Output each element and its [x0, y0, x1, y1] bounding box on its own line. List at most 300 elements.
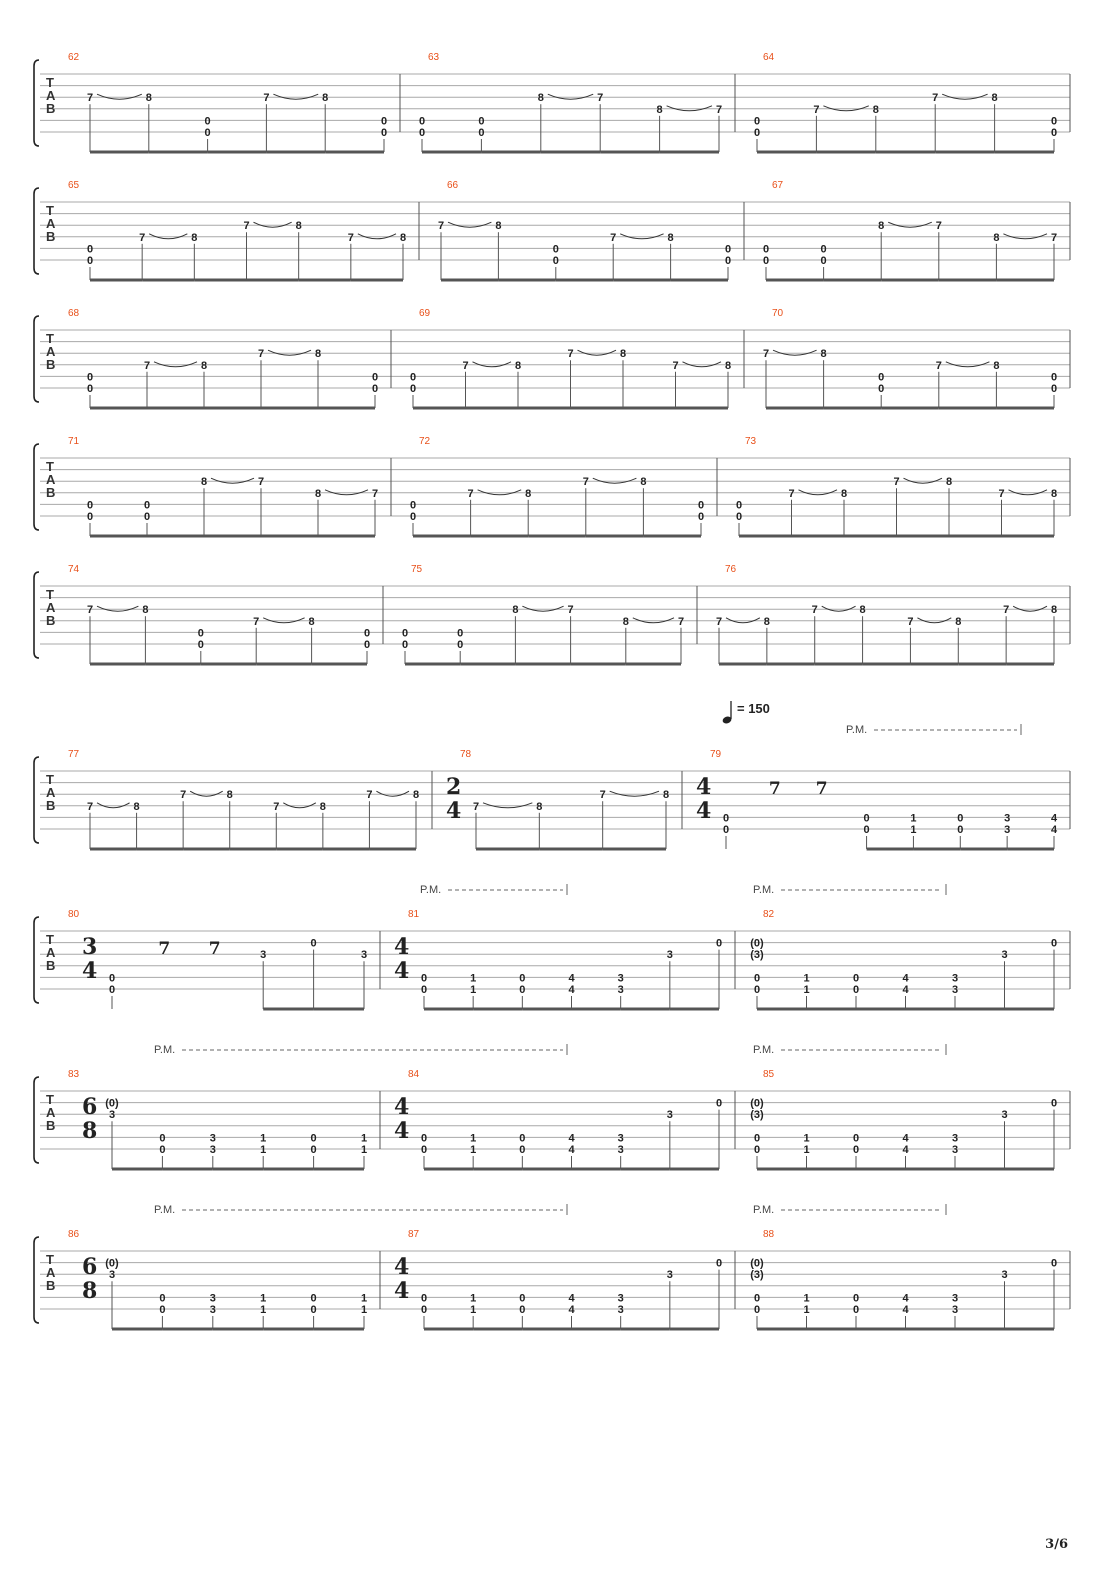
fret-number: 0 — [363, 639, 371, 651]
fret-number: 7 — [932, 92, 939, 105]
fret-number: 8 — [859, 604, 866, 617]
palm-mute-label: P.M. — [420, 884, 442, 896]
time-signature-top: 4 — [696, 774, 712, 800]
tab-clef-letter: A — [46, 472, 56, 487]
fret-number: (3) — [750, 1109, 764, 1122]
fret-number: 3 — [1004, 812, 1011, 825]
fret-number: (3) — [750, 1269, 764, 1282]
fret-number: 0 — [1050, 1097, 1058, 1110]
fret-number: 0 — [159, 1144, 166, 1156]
fret-number: 1 — [360, 1144, 368, 1156]
palm-mute-label: P.M. — [846, 724, 868, 736]
measure-number: 78 — [460, 749, 472, 760]
tab-clef-letter: B — [46, 958, 56, 973]
fret-number: 0 — [197, 627, 204, 640]
fret-number: 8 — [993, 231, 1000, 244]
fret-number: 8 — [763, 615, 770, 628]
fret-number: 8 — [322, 92, 329, 105]
system-bracket — [34, 917, 39, 1003]
fret-number: 1 — [470, 1292, 477, 1305]
fret-number: 0 — [409, 511, 417, 523]
fret-number: 7 — [677, 615, 685, 628]
fret-number: 0 — [852, 1144, 860, 1156]
time-signature-top: 3 — [82, 934, 98, 960]
tab-clef-letter: T — [46, 331, 54, 346]
fret-number: 0 — [820, 255, 827, 267]
fret-number: 8 — [537, 92, 544, 105]
measure-number: 80 — [68, 909, 80, 920]
fret-number: 0 — [310, 1304, 317, 1316]
fret-number: 3 — [1001, 949, 1008, 962]
fret-number: 0 — [863, 812, 870, 825]
fret-number: (0) — [105, 1097, 119, 1110]
fret-number: 8 — [191, 231, 198, 244]
measure-number: 64 — [763, 52, 775, 63]
fret-number: 1 — [470, 1304, 477, 1316]
fret-number: 0 — [420, 1292, 428, 1305]
fret-number: 0 — [401, 627, 409, 640]
fret-number: 0 — [878, 383, 885, 395]
fret-number: 8 — [512, 604, 519, 617]
fret-number: 1 — [803, 972, 810, 985]
tab-clef-letter: B — [46, 101, 56, 116]
fret-number: 7 — [257, 476, 265, 489]
system-bracket — [34, 757, 39, 843]
fret-number: 0 — [409, 371, 417, 384]
fret-number: 7 — [811, 604, 818, 617]
fret-number: 8 — [495, 220, 502, 233]
fret-number: 3 — [617, 1144, 624, 1156]
fret-number: 0 — [380, 115, 388, 128]
fret-number: 0 — [735, 511, 743, 523]
fret-number: 1 — [910, 824, 917, 836]
fret-number: 0 — [143, 499, 151, 512]
fret-number: 3 — [209, 1132, 216, 1145]
fret-number: 7 — [86, 604, 94, 617]
fret-number: 0 — [724, 255, 732, 267]
fret-number: 0 — [957, 812, 964, 825]
fret-number: 3 — [617, 984, 624, 996]
fret-number: 7 — [582, 476, 589, 489]
fret-number: 7 — [86, 800, 94, 813]
fret-number: 0 — [762, 255, 770, 267]
measure-number: 86 — [68, 1229, 80, 1240]
fret-number: 4 — [568, 972, 575, 985]
measure-number: 70 — [772, 308, 784, 319]
fret-number: 3 — [617, 1304, 624, 1316]
fret-number: 0 — [715, 1097, 723, 1110]
fret-number: 8 — [200, 476, 208, 489]
eighth-rest: 7 — [768, 779, 781, 799]
tab-clef-letter: T — [46, 203, 54, 218]
fret-number: 3 — [209, 1292, 216, 1305]
system-bracket — [34, 1077, 39, 1163]
fret-number: 0 — [401, 639, 409, 651]
fret-number: 1 — [470, 972, 477, 985]
fret-number: 4 — [902, 1292, 909, 1305]
time-signature-top: 2 — [446, 774, 462, 800]
fret-number: 7 — [893, 476, 900, 489]
fret-number: 3 — [951, 1292, 959, 1305]
fret-number: 1 — [910, 812, 917, 825]
fret-number: 1 — [803, 984, 810, 996]
fret-number: 7 — [1003, 604, 1010, 617]
fret-number: 7 — [467, 487, 474, 500]
fret-number: 7 — [143, 359, 151, 372]
fret-number: 3 — [617, 1132, 624, 1145]
measure-number: 85 — [763, 1069, 775, 1080]
fret-number: 3 — [617, 972, 624, 985]
fret-number: 0 — [310, 1292, 317, 1305]
tempo-label: = 150 — [737, 701, 770, 716]
fret-number: 8 — [667, 231, 674, 244]
fret-number: 0 — [753, 1132, 761, 1145]
measure-number: 63 — [428, 52, 440, 63]
fret-number: 8 — [945, 476, 953, 489]
fret-number: 7 — [86, 92, 94, 105]
measure-number: 62 — [68, 52, 80, 63]
tab-clef-letter: B — [46, 229, 56, 244]
fret-number: 8 — [319, 800, 326, 813]
fret-number: 0 — [697, 499, 705, 512]
fret-number: 8 — [133, 800, 140, 813]
fret-number: 0 — [86, 499, 94, 512]
fret-number: 7 — [273, 800, 280, 813]
tab-clef-letter: B — [46, 1118, 56, 1133]
fret-number: 4 — [568, 984, 575, 996]
fret-number: 8 — [1050, 487, 1058, 500]
measure-number: 74 — [68, 564, 80, 575]
time-signature-top: 4 — [394, 1254, 410, 1280]
fret-number: 7 — [907, 615, 914, 628]
fret-number: 1 — [803, 1144, 810, 1156]
fret-number: 0 — [852, 984, 860, 996]
fret-number: 0 — [852, 1132, 860, 1145]
system-bracket — [34, 444, 39, 530]
fret-number: 0 — [420, 1132, 428, 1145]
fret-number: 0 — [753, 1144, 761, 1156]
measure-number: 68 — [68, 308, 80, 319]
system-bracket — [34, 316, 39, 402]
fret-number: 0 — [552, 255, 559, 267]
fret-number: 0 — [418, 115, 426, 128]
fret-number: 7 — [599, 789, 606, 802]
measure-number: 71 — [68, 436, 80, 447]
measure-number: 66 — [447, 180, 459, 191]
fret-number: 0 — [722, 824, 730, 836]
fret-number: 7 — [715, 615, 723, 628]
time-signature-bottom: 4 — [394, 958, 410, 984]
fret-number: 0 — [371, 371, 379, 384]
fret-number: 7 — [263, 92, 270, 105]
measure-number: 76 — [725, 564, 737, 575]
fret-number: 7 — [1050, 231, 1058, 244]
fret-number: 4 — [902, 1144, 909, 1156]
fret-number: 8 — [724, 359, 732, 372]
time-signature-bottom: 4 — [446, 798, 462, 824]
tab-clef-letter: T — [46, 587, 54, 602]
fret-number: 8 — [991, 92, 998, 105]
fret-number: 8 — [314, 348, 322, 361]
fret-number: 3 — [1001, 1269, 1008, 1282]
fret-number: 7 — [597, 92, 604, 105]
fret-number: 8 — [536, 800, 543, 813]
fret-number: 0 — [310, 937, 317, 950]
fret-number: 7 — [347, 231, 354, 244]
fret-number: 1 — [470, 1132, 477, 1145]
fret-number: 7 — [813, 103, 820, 116]
fret-number: 1 — [470, 984, 477, 996]
fret-number: 0 — [418, 127, 426, 139]
fret-number: 0 — [852, 972, 860, 985]
fret-number: 0 — [86, 383, 94, 395]
fret-number: 4 — [902, 972, 909, 985]
fret-number: (0) — [750, 1097, 764, 1110]
fret-number: 0 — [852, 1304, 860, 1316]
system-bracket — [34, 188, 39, 274]
fret-number: 7 — [139, 231, 146, 244]
fret-number: 0 — [159, 1132, 166, 1145]
fret-number: 3 — [209, 1304, 216, 1316]
fret-number: 0 — [143, 511, 151, 523]
measure-number: 88 — [763, 1229, 775, 1240]
tab-clef-letter: A — [46, 1265, 56, 1280]
tab-clef-letter: A — [46, 88, 56, 103]
fret-number: 3 — [666, 1269, 673, 1282]
tab-clef-letter: A — [46, 945, 56, 960]
palm-mute-label: P.M. — [154, 1204, 176, 1216]
fret-number: 4 — [902, 1304, 909, 1316]
fret-number: 0 — [457, 639, 464, 651]
fret-number: 8 — [1050, 604, 1058, 617]
fret-number: 1 — [803, 1304, 810, 1316]
fret-number: 0 — [957, 824, 964, 836]
fret-number: 0 — [478, 127, 485, 139]
fret-number: 4 — [568, 1292, 575, 1305]
fret-number: 8 — [656, 103, 663, 116]
fret-number: 4 — [568, 1132, 575, 1145]
tab-clef-letter: B — [46, 485, 56, 500]
measure-number: 73 — [745, 436, 757, 447]
fret-number: 0 — [409, 383, 417, 395]
fret-number: 0 — [722, 812, 730, 825]
fret-number: 0 — [519, 1292, 526, 1305]
fret-number: 0 — [1050, 1257, 1058, 1270]
fret-number: 1 — [470, 1144, 477, 1156]
fret-number: 0 — [715, 1257, 723, 1270]
fret-number: 0 — [753, 127, 761, 139]
fret-number: 0 — [1050, 371, 1058, 384]
fret-number: 0 — [852, 1292, 860, 1305]
fret-number: 0 — [753, 115, 761, 128]
fret-number: 7 — [610, 231, 617, 244]
eighth-rest: 7 — [208, 939, 221, 959]
tab-clef-letter: B — [46, 613, 56, 628]
time-signature-top: 4 — [394, 934, 410, 960]
measure-number: 69 — [419, 308, 431, 319]
fret-number: 3 — [951, 1304, 959, 1316]
fret-number: 8 — [820, 348, 827, 361]
fret-number: 0 — [762, 243, 770, 256]
fret-number: 3 — [260, 949, 267, 962]
fret-number: 0 — [159, 1304, 166, 1316]
fret-number: 0 — [371, 383, 379, 395]
fret-number: 0 — [204, 127, 211, 139]
measure-number: 77 — [68, 749, 80, 760]
time-signature-top: 6 — [82, 1094, 98, 1120]
fret-number: 0 — [715, 937, 723, 950]
fret-number: 0 — [363, 627, 371, 640]
fret-number: 8 — [308, 615, 315, 628]
tab-clef-letter: A — [46, 785, 56, 800]
time-signature-bottom: 8 — [82, 1278, 98, 1304]
measure-number: 65 — [68, 180, 80, 191]
measure-number: 75 — [411, 564, 423, 575]
fret-number: 7 — [762, 348, 770, 361]
measure-number: 87 — [408, 1229, 420, 1240]
fret-number: 7 — [371, 487, 379, 500]
palm-mute-label: P.M. — [753, 1044, 775, 1056]
fret-number: 0 — [519, 1304, 526, 1316]
fret-number: 0 — [108, 984, 116, 996]
fret-number: 8 — [662, 789, 670, 802]
fret-number: 0 — [86, 255, 94, 267]
fret-number: 0 — [86, 243, 94, 256]
measure-number: 81 — [408, 909, 420, 920]
fret-number: 1 — [260, 1132, 267, 1145]
fret-number: 0 — [197, 639, 204, 651]
fret-number: 0 — [753, 1304, 761, 1316]
fret-number: 7 — [253, 615, 260, 628]
fret-number: 8 — [226, 789, 233, 802]
palm-mute-label: P.M. — [154, 1044, 176, 1056]
fret-number: 0 — [863, 824, 870, 836]
fret-number: 0 — [552, 243, 559, 256]
fret-number: 0 — [519, 1144, 526, 1156]
fret-number: 3 — [666, 949, 673, 962]
fret-number: 8 — [955, 615, 962, 628]
fret-number: 7 — [462, 359, 469, 372]
fret-number: 8 — [619, 348, 627, 361]
fret-number: 3 — [951, 1144, 959, 1156]
fret-number: 0 — [380, 127, 388, 139]
fret-number: 0 — [1050, 937, 1058, 950]
fret-number: 1 — [260, 1304, 267, 1316]
fret-number: 0 — [420, 1304, 428, 1316]
tab-clef-letter: T — [46, 772, 54, 787]
fret-number: 1 — [803, 1132, 810, 1145]
tab-clef-letter: T — [46, 459, 54, 474]
measure-number: 82 — [763, 909, 775, 920]
fret-number: 0 — [409, 499, 417, 512]
fret-number: 8 — [412, 789, 420, 802]
fret-number: 4 — [902, 984, 909, 996]
fret-number: 0 — [108, 972, 116, 985]
palm-mute-label: P.M. — [753, 884, 775, 896]
tab-clef-letter: A — [46, 344, 56, 359]
fret-number: 7 — [180, 789, 187, 802]
tab-clef-letter: T — [46, 75, 54, 90]
fret-number: 0 — [420, 984, 428, 996]
fret-number: 8 — [514, 359, 522, 372]
palm-mute-label: P.M. — [753, 1204, 775, 1216]
fret-number: 1 — [360, 1132, 368, 1145]
time-signature-top: 6 — [82, 1254, 98, 1280]
fret-number: 7 — [257, 348, 265, 361]
measure-number: 67 — [772, 180, 784, 191]
tab-clef-letter: B — [46, 357, 56, 372]
fret-number: 7 — [243, 220, 250, 233]
fret-number: 0 — [86, 371, 94, 384]
fret-number: 8 — [840, 487, 848, 500]
fret-number: 8 — [399, 231, 407, 244]
measure-number: 79 — [710, 749, 722, 760]
tab-clef-letter: A — [46, 600, 56, 615]
fret-number: (3) — [750, 949, 764, 962]
fret-number: 1 — [360, 1292, 368, 1305]
fret-number: 4 — [1050, 812, 1058, 825]
time-signature-bottom: 4 — [394, 1118, 410, 1144]
fret-number: 8 — [640, 476, 647, 489]
fret-number: 0 — [204, 115, 211, 128]
fret-number: 7 — [788, 487, 795, 500]
fret-number: 0 — [159, 1292, 166, 1305]
fret-number: 3 — [108, 1269, 116, 1282]
fret-number: 0 — [735, 499, 743, 512]
page-number: 3/6 — [1045, 1537, 1068, 1552]
measure-number: 84 — [408, 1069, 420, 1080]
time-signature-bottom: 4 — [82, 958, 98, 984]
fret-number: 0 — [457, 627, 464, 640]
fret-number: 0 — [478, 115, 485, 128]
fret-number: 0 — [420, 972, 428, 985]
fret-number: 0 — [310, 1144, 317, 1156]
tab-clef-letter: T — [46, 932, 54, 947]
fret-number: 4 — [1050, 824, 1058, 836]
measure-number: 72 — [419, 436, 431, 447]
time-signature-bottom: 4 — [394, 1278, 410, 1304]
fret-number: (0) — [105, 1257, 119, 1270]
time-signature-bottom: 8 — [82, 1118, 98, 1144]
fret-number: 0 — [697, 511, 705, 523]
fret-number: 3 — [951, 1132, 959, 1145]
fret-number: 0 — [753, 972, 761, 985]
fret-number: 3 — [666, 1109, 673, 1122]
time-signature-top: 4 — [394, 1094, 410, 1120]
fret-number: 1 — [260, 1292, 267, 1305]
fret-number: 7 — [437, 220, 445, 233]
fret-number: 3 — [1004, 824, 1011, 836]
fret-number: 0 — [1050, 383, 1058, 395]
fret-number: 0 — [519, 972, 526, 985]
fret-number: 0 — [724, 243, 732, 256]
fret-number: 4 — [902, 1132, 909, 1145]
fret-number: 0 — [753, 1292, 761, 1305]
fret-number: 8 — [993, 359, 1000, 372]
fret-number: 3 — [951, 984, 959, 996]
fret-number: 1 — [360, 1304, 368, 1316]
fret-number: 3 — [1001, 1109, 1008, 1122]
tab-clef-letter: A — [46, 216, 56, 231]
system-bracket — [34, 60, 39, 146]
fret-number: (0) — [750, 937, 764, 950]
fret-number: 3 — [108, 1109, 116, 1122]
fret-number: 8 — [872, 103, 879, 116]
system-bracket — [34, 1237, 39, 1323]
fret-number: 8 — [145, 92, 152, 105]
fret-number: 8 — [200, 359, 208, 372]
tab-clef-letter: A — [46, 1105, 56, 1120]
